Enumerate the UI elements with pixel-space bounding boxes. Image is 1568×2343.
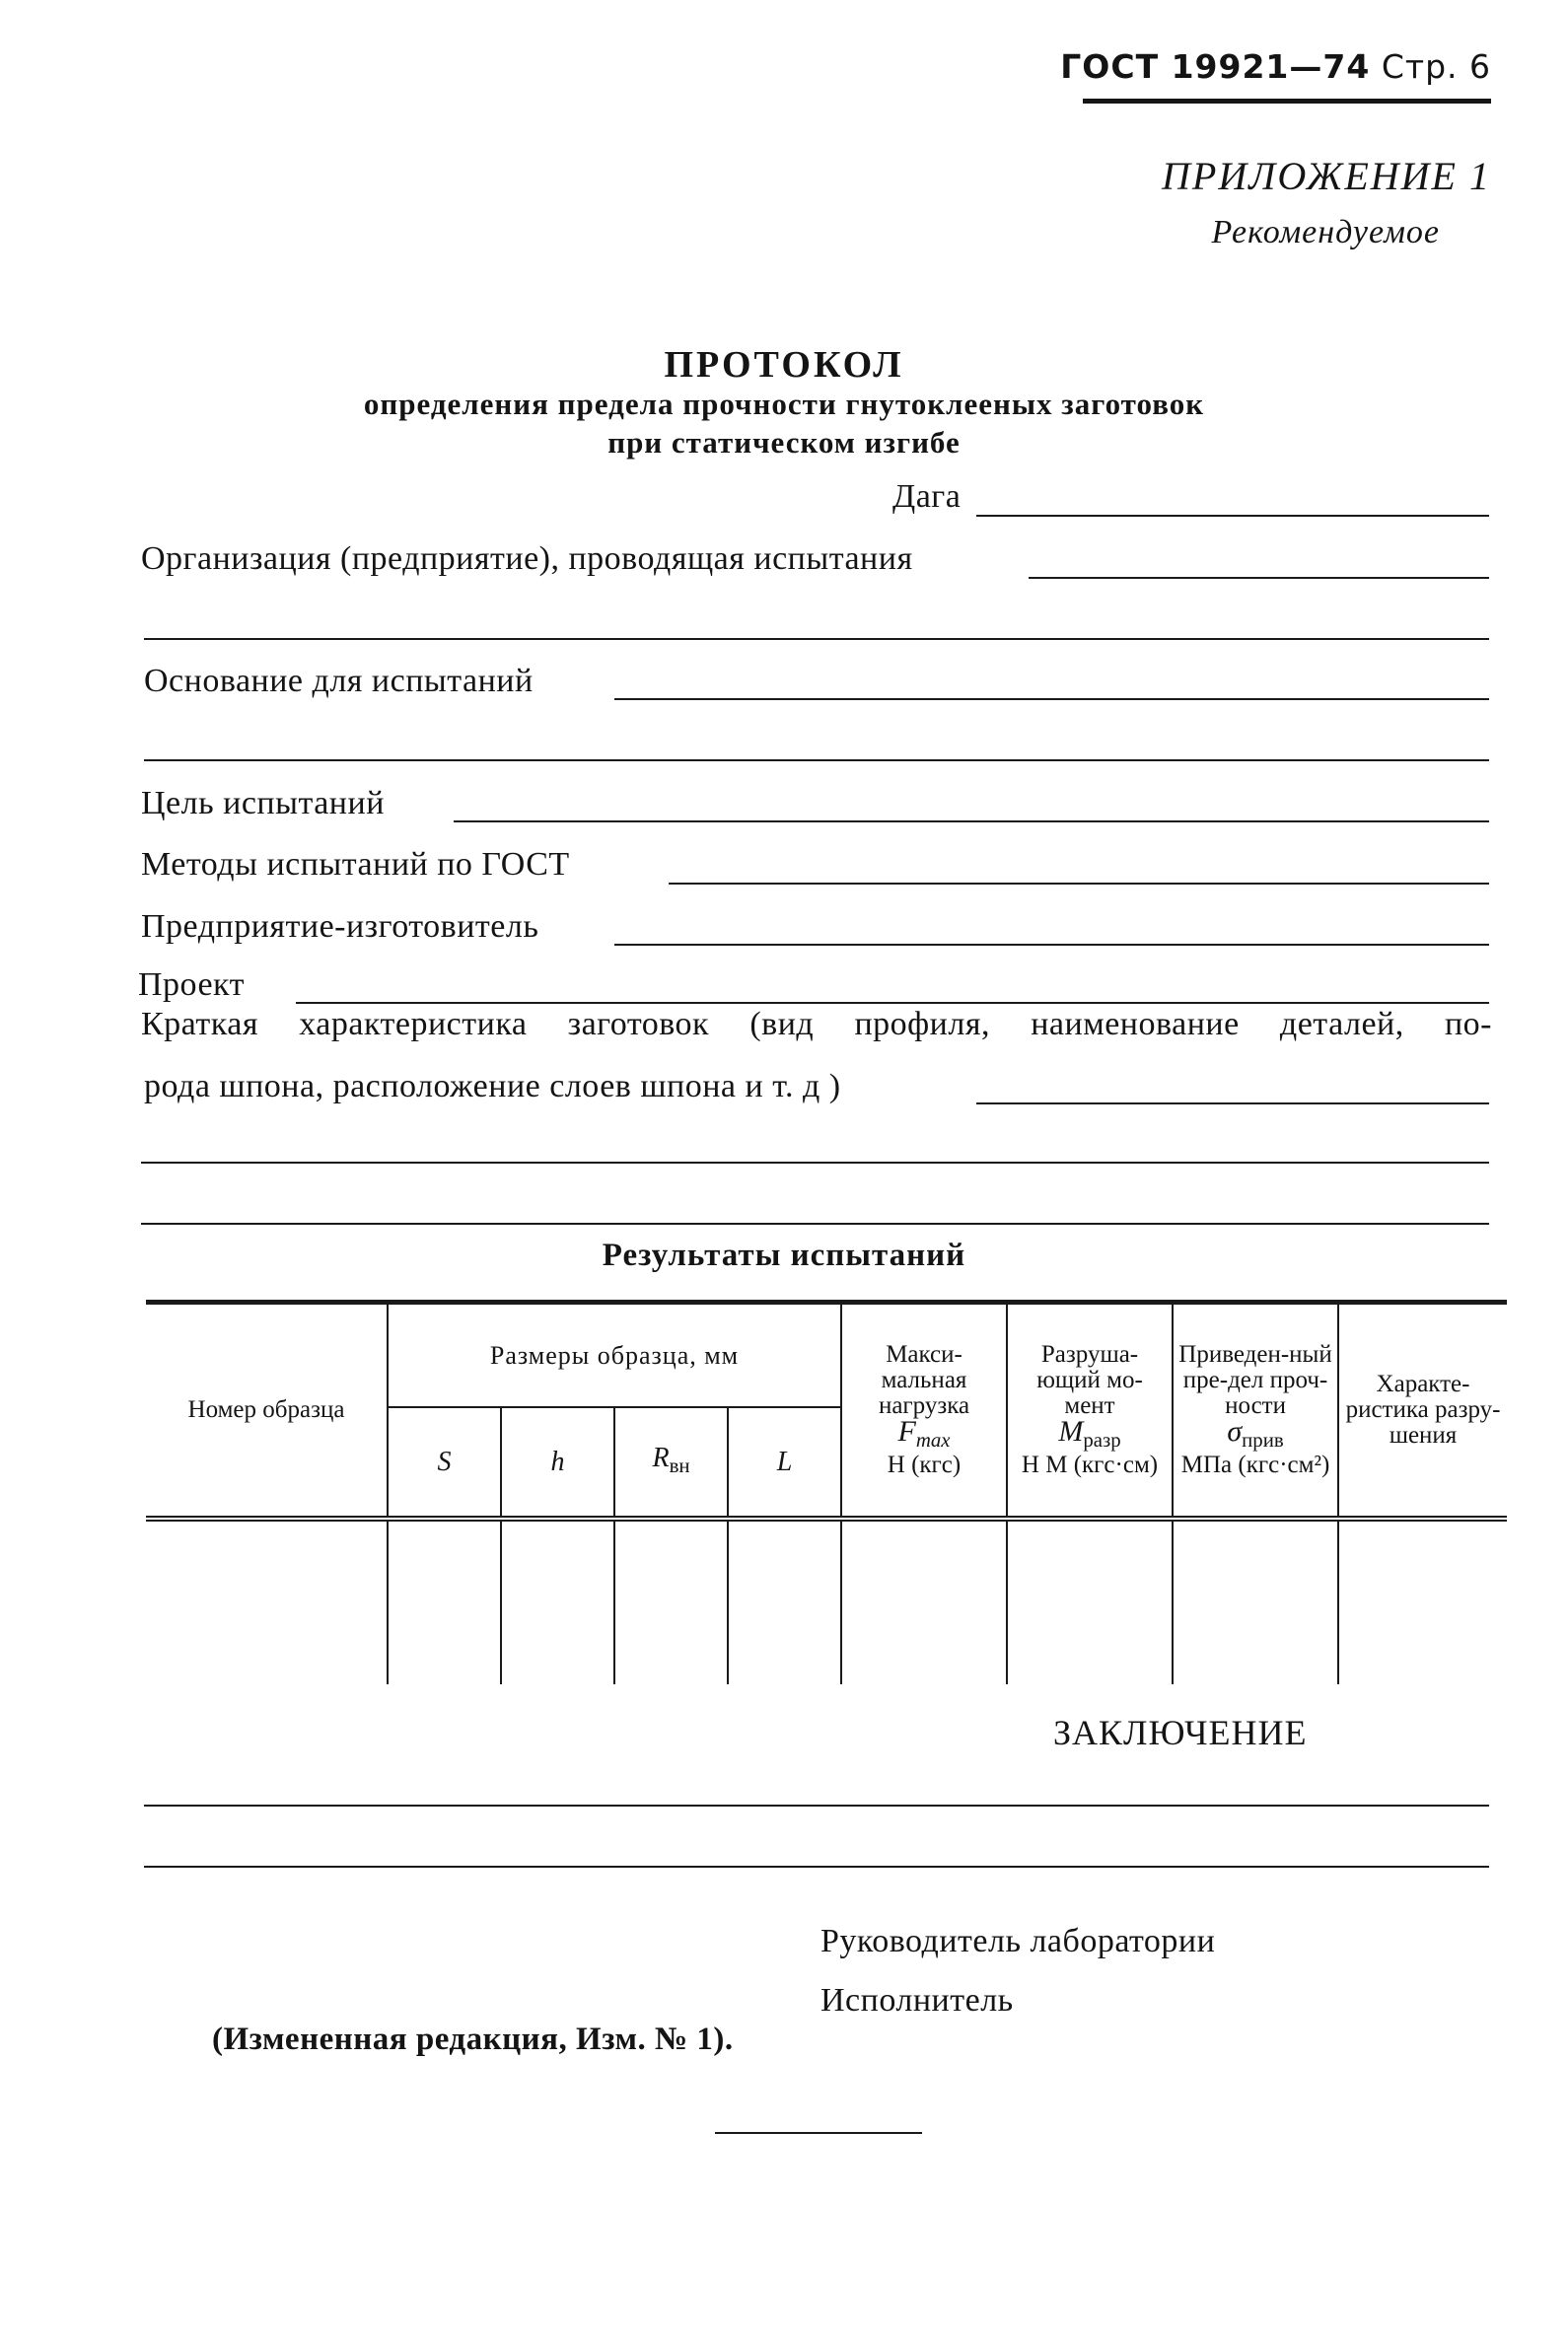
basis-field[interactable] [614, 698, 1489, 700]
project-field[interactable] [296, 1002, 1489, 1004]
cell-strength-limit[interactable] [1173, 1519, 1338, 1684]
cell-max-load[interactable] [841, 1519, 1007, 1684]
conclusion-title: ЗАКЛЮЧЕНИЕ [1053, 1713, 1308, 1752]
manufacturer-label: Предприятие-изготовитель [141, 908, 539, 945]
goal-label: Цель испытаний [141, 785, 385, 821]
basis-field-continuation[interactable] [144, 759, 1489, 761]
conclusion-field-line2[interactable] [144, 1866, 1489, 1868]
signature-head: Руководитель лаборатории [820, 1923, 1216, 1959]
cell-size-r[interactable] [614, 1519, 728, 1684]
header-max-load: Макси-мальная нагрузка $F_{max}$ Н (кгс) [841, 1303, 1007, 1520]
results-title: Результаты испытаний [602, 1238, 966, 1273]
header-fracture-character: Характе-ристика разру-шения [1338, 1303, 1507, 1520]
header-size-r: $R_{вн}$ [614, 1407, 728, 1519]
end-rule [715, 2132, 922, 2134]
organization-label: Организация (предприятие), проводящая испытания [141, 540, 913, 577]
revision-note: (Измененная редакция, Изм. № 1). [212, 2022, 734, 2057]
page-number: Стр. 6 [1381, 47, 1491, 86]
header-rule [1083, 99, 1491, 104]
brief-field[interactable] [976, 1102, 1489, 1104]
standard-code: ГОСТ 19921—74 [1060, 47, 1371, 86]
manufacturer-field[interactable] [614, 944, 1489, 946]
header-size-l: L [728, 1407, 841, 1519]
project-label: Проект [138, 966, 245, 1003]
brief-field-continuation-2[interactable] [141, 1223, 1489, 1225]
cell-size-h[interactable] [501, 1519, 614, 1684]
header-sample-sizes: Размеры образца, мм [388, 1303, 841, 1408]
header-breaking-moment: Разруша-ющий мо-мент $M_{разр}$ Н М (кгс·см) [1007, 1303, 1173, 1520]
brief-label-line1: Краткая характеристика заготовок (вид профиля, наименование деталей, по- [141, 1006, 1492, 1042]
cell-size-l[interactable] [728, 1519, 841, 1684]
organization-field[interactable] [1029, 577, 1489, 579]
results-table [146, 1300, 1507, 1684]
conclusion-field-line1[interactable] [144, 1805, 1489, 1807]
brief-field-continuation-1[interactable] [141, 1162, 1489, 1164]
protocol-subtitle-line1: определения предела прочности гнутоклееных заготовок [363, 387, 1205, 421]
header-size-s: S [388, 1407, 501, 1519]
protocol-title: ПРОТОКОЛ [664, 344, 904, 386]
cell-size-s[interactable] [388, 1519, 501, 1684]
goal-field[interactable] [454, 820, 1489, 822]
document-header [1060, 47, 1491, 86]
appendix-title: ПРИЛОЖЕНИЕ 1 [1162, 154, 1491, 198]
methods-label: Методы испытаний по ГОСТ [141, 846, 570, 883]
basis-label: Основание для испытаний [144, 663, 534, 699]
header-strength-limit: Приведен-ный пре-дел проч-ности $\sigma_{прив}$ МПа (кгс·см²) [1173, 1303, 1338, 1520]
brief-label-line2: рода шпона, расположение слоев шпона и т. д ) [144, 1068, 841, 1104]
methods-field[interactable] [669, 883, 1489, 885]
header-size-h: h [501, 1407, 614, 1519]
signature-executor: Исполнитель [820, 1982, 1014, 2019]
appendix-subtitle: Рекомендуемое [1211, 214, 1440, 250]
organization-field-continuation[interactable] [144, 638, 1489, 640]
protocol-subtitle-line2: при статическом изгибе [607, 425, 961, 460]
header-sample-number: Номер образца [146, 1303, 388, 1520]
cell-breaking-moment[interactable] [1007, 1519, 1173, 1684]
cell-sample-number[interactable] [146, 1519, 388, 1684]
cell-fracture-character[interactable] [1338, 1519, 1507, 1684]
date-field[interactable] [976, 515, 1489, 517]
date-label: Дага [892, 478, 962, 515]
